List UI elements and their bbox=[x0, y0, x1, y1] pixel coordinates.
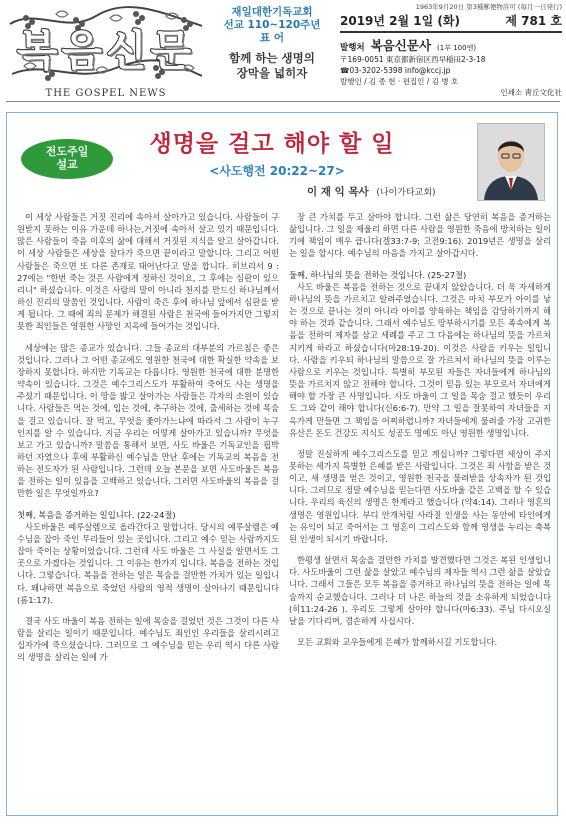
article-column-right bbox=[289, 211, 551, 657]
newspaper-logo bbox=[6, 4, 206, 86]
divider bbox=[340, 31, 562, 33]
paragraph: 사도바울은 예루살렘으로 올라간다고 말합니다. 당시의 예루살렘은 예수님을 잡아 죽인 무리들이 있는 곳입니다. 그리고 예수 믿는 사람까지도 잡아 죽이는 상황이었습니다. 그런데 사도 바울은 그 사실을 알면서도 그곳으로 가겠다는 것입니다. 그 이유는 한가지 입니다. 복음을 전하는 것입니다. 그렇습니다. 복음을 전하는 일은 목숨을 걸만한 가치가 있는 일입니다. 왜냐하면 복음으로 죽었던 사람의 영적 생명이 살아나기 때문입니다 (롬1:17). bbox=[17, 521, 279, 605]
paragraph: 정말 진실하게 예수그리스도를 믿고 계십니까? 그렇다면 세상이 주지 못하는 세가지 특별한 은혜를 받은 사람입니다. 그것은 죄 사함을 받은 것이고, 새 생명을 얻은 것이고, 영원한 천국을 물려받을 상속자가 된 것입니다. 그러므로 정말 예수님을 믿는다면 사도바울 같은 고백을 할 수 있습니다. 우리의 육신의 생명은 한계라고 했습니다 (약4:14). 그러나 영혼의 생명은 영원입니다. 부디 안개처럼 사라질 인생을 사는 동안에 타인에게는 유익이 되고 죽어서는 그 영혼이 그리스도와 함께 영생을 누리는 축복된 인생이 되시기 바랍니다. bbox=[289, 448, 551, 544]
paragraph: 결국 사도 바울이 복음 전하는 일에 목숨을 걸었던 것은 그것이 다른 사람을 살리는 일이기 때문입니다. 예수님도 죄인인 우리들을 살리시려고 십자가에 죽으셨습니다. 그러므로 그 예수님을 믿는 우리 역시 다른 사람의 생명을 살리는 일에 가 bbox=[17, 615, 279, 663]
paragraph: 사도 바울은 복음을 전하는 것으로 끝내지 않았습니다. 더 욱 자세하게 하나님의 뜻을 가르치고 알려주었습니다. 그것은 마치 부모가 아이를 낳는 것으로 끝나는 것이 아니라 아이를 양육하는 책임을 감당하기까지 해야 하는 것과 같습니다. 그래서 예수님도 땅부하시기를 모든 족속에게 복음을 전하여 제자를 삼고 세례를 주고 그 다음에는 하나님의 뜻을 가르쳐 지키게 하라고 하셨습니다(마28:19-20). 이것은 사람을 키우는 일입니다. 사람을 키우되 하나님의 말씀으로 잘 가르쳐서 하나님의 뜻을 이루는 사람으로 키우는 것입니다. 특별히 부모된 자들은 자녀들에게 하나님의 뜻을 가르치지 않고 전해야 합니다. 그것이 믿음 있는 부모로서 자녀에게 해야 할 가장 큰 사명입니다. 사도 바울이 그 일을 목숨 걸고 했듯이 우리도 그와 같이 해야 합니다(신6:6-7). 만약 그 일을 잘못하여 자녀들을 지옥가게 만들면 그 책임을 어찌하렵니까? 자녀들에게 물려줄 가장 고귀한 유산은 돈도 건강도 지식도 성공도 명예도 아닌 영원한 생명입니다. bbox=[289, 281, 551, 438]
anniversary-line: 재일대한기독교회 bbox=[231, 6, 313, 18]
person-icon bbox=[478, 124, 544, 200]
masthead bbox=[0, 0, 566, 104]
article-column-left bbox=[17, 211, 279, 672]
badge-line: 설교 bbox=[56, 158, 78, 171]
author-line bbox=[307, 184, 436, 199]
contact: ☎03-3202-5398 info@kccj.jp bbox=[340, 66, 451, 75]
anniversary-line: 선교 110~120주년 bbox=[223, 19, 321, 31]
section-heading: 첫째, 복음을 증거하는 일입니다. (22-24절) bbox=[17, 509, 176, 520]
staff-credits: 발행인 / 김 종 현 · 편집인 / 김 병 호 bbox=[340, 77, 459, 86]
english-title: THE GOSPEL NEWS bbox=[45, 88, 167, 99]
sermon-badge bbox=[21, 139, 113, 179]
article-title: 생명을 걸고 해야 할 일 bbox=[149, 130, 395, 157]
paragraph: 이 세상 사람들은 거짓 진리에 속아서 살아가고 있습니다. 사람들이 구원받지 못하는 이유 가운데 하나는,거짓에 속아서 살고 있기 때문입니다. 많은 사람들이 죽음 이후의 삶에 대해서 거짓된 지식을 알고 살아갑니다. 이 세상 사람들은 세상을 살다가 죽으면 끝이라고 말합니다. 그리고 어떤 사람들은 죽으면 또 다른 존재로 태어난다고 말을 합니다. 히브리서 9 : 27에는 "한번 죽는 것은 사람에게 정하신 것이요, 그 후에는 심판이 있으리니" 하셨습니다. 이것은 사람의 말이 아니라 천지를 만드신 하나님께서 하신 진리의 말씀인 것입니다. 사람이 죽은 후에 하나님 앞에서 심판을 받게 됩니다. 그 때에 죄의 문제가 해결된 사람은 천국에 들어가지만 그렇지 못한 죄인들은 영원한 사망인 지옥에 들어가는 것입니다. bbox=[17, 212, 279, 332]
motto-line: 함께 하는 생명의 bbox=[229, 51, 315, 65]
newspaper-title: 복음신문 bbox=[16, 26, 196, 75]
author-church: (나이가타교회) bbox=[376, 188, 436, 198]
price: (1부 100엔) bbox=[437, 44, 477, 52]
publisher-name: 복음신문사 bbox=[370, 38, 432, 53]
divider bbox=[6, 101, 560, 102]
paragraph: 모든 교회와 교우들에게 은혜가 함께하시길 기도합니다. bbox=[297, 637, 498, 647]
author-name: 이 재 익 목사 bbox=[307, 186, 369, 198]
publication-info bbox=[340, 2, 562, 98]
publisher-label: 발행처 bbox=[340, 43, 365, 53]
address: 〒169-0051 東京都新宿区西早稲田2-3-18 bbox=[340, 55, 486, 64]
paragraph: 한평생 살면서 목숨을 걸만한 가치를 발견했다면 그것은 복된 인생입니다. 사도바울이 그런 삶을 살았고 예수님의 제자들 역시 그런 삶을 살았습니다. 그래서 그들은 모두 복음을 증거하고 하나님의 뜻을 전하는 일에 목숨까지 순교했습니다. 그러나 더 나은 하늘의 것을 소유하게 되었습니다(히11:24-26 ). 우리도 그렇게 살아야 합니다(마6:33). 주님 다시오실 날을 기다리며, 겸손하게 사십시다. bbox=[289, 555, 551, 626]
author-photo bbox=[477, 123, 545, 201]
postal-permit: 1963年9月20日 第3種郵便物許可 (毎月一日発行) bbox=[415, 3, 562, 11]
badge-line: 전도주일 bbox=[45, 145, 89, 158]
anniversary-box bbox=[213, 6, 331, 81]
anniversary-line: 표 어 bbox=[260, 32, 284, 44]
motto-line: 장막을 넓히자 bbox=[236, 66, 308, 80]
issue-number: 제 781 호 bbox=[505, 14, 562, 28]
section-heading: 둘째, 하나님의 뜻을 전하는 것입니다. (25-27절) bbox=[289, 269, 467, 280]
paragraph: 장 큰 가치를 두고 살아야 합니다. 그런 삶은 당연히 복음을 증거하는 삶입니다. 그 일을 제울리 하면 다른 사람을 영원한 죽음에 방치하는 일이기에 책임이 매우 큽니다(겔33:7-9; 고전9:16). 2019년은 생명을 살리는 일을 합시다. 예수님의 마음을 가지고 살아갑시다. bbox=[289, 212, 551, 259]
sermon-article bbox=[6, 112, 558, 816]
printer: 인쇄소 靑丘文化社 bbox=[500, 88, 562, 97]
issue-date: 2019년 2월 1일 (화) bbox=[340, 14, 460, 28]
paragraph: 세상에는 많은 종교가 있습니다. 그들 종교의 대부분의 가르침은 좋은 것입니다. 그러나 그 어떤 종교에도 영원한 천국에 대한 확실한 약속을 보장하지 못합니다. 하지만 기독교는 다릅니다. 영원한 천국에 대한 분명한 약속이 있습니다. 그것은 예수그리스도가 부활하여 죽어도 사는 생명을 주셨기 때문입니다. 이 땅을 밟고 살아가는 사람들은 각자의 소원이 있습니다. 사람들은 먹는 것에, 입는 것에, 추구하는 것에, 출세하는 것에 목숨을 걸고 있습니다. 잘 먹고, 무엇을 좇아가느냐에 따라서 그 사람이 누구인지를 알 수 있습니다. 지금 우리는 어떻게 살아가고 있습니까? 무엇을 보고 가고 있습니까? 말씀을 통해서 보면, 사도 바울은 기독교인을 핍박하던 자였으나 후에 부활하신 예수님을 만난 후에는 기독교의 복음을 전하는 전도자가 된 사람입니다. 그런데 오늘 본문을 보면 사도바울은 복음을 전하는 일이 있음을 고백하고 있습니다. 그러면 사도바울의 복음을 걸만한 일은 무엇일까요? bbox=[17, 342, 279, 499]
scripture-reference: <사도행전 20:22~27> bbox=[209, 164, 345, 178]
